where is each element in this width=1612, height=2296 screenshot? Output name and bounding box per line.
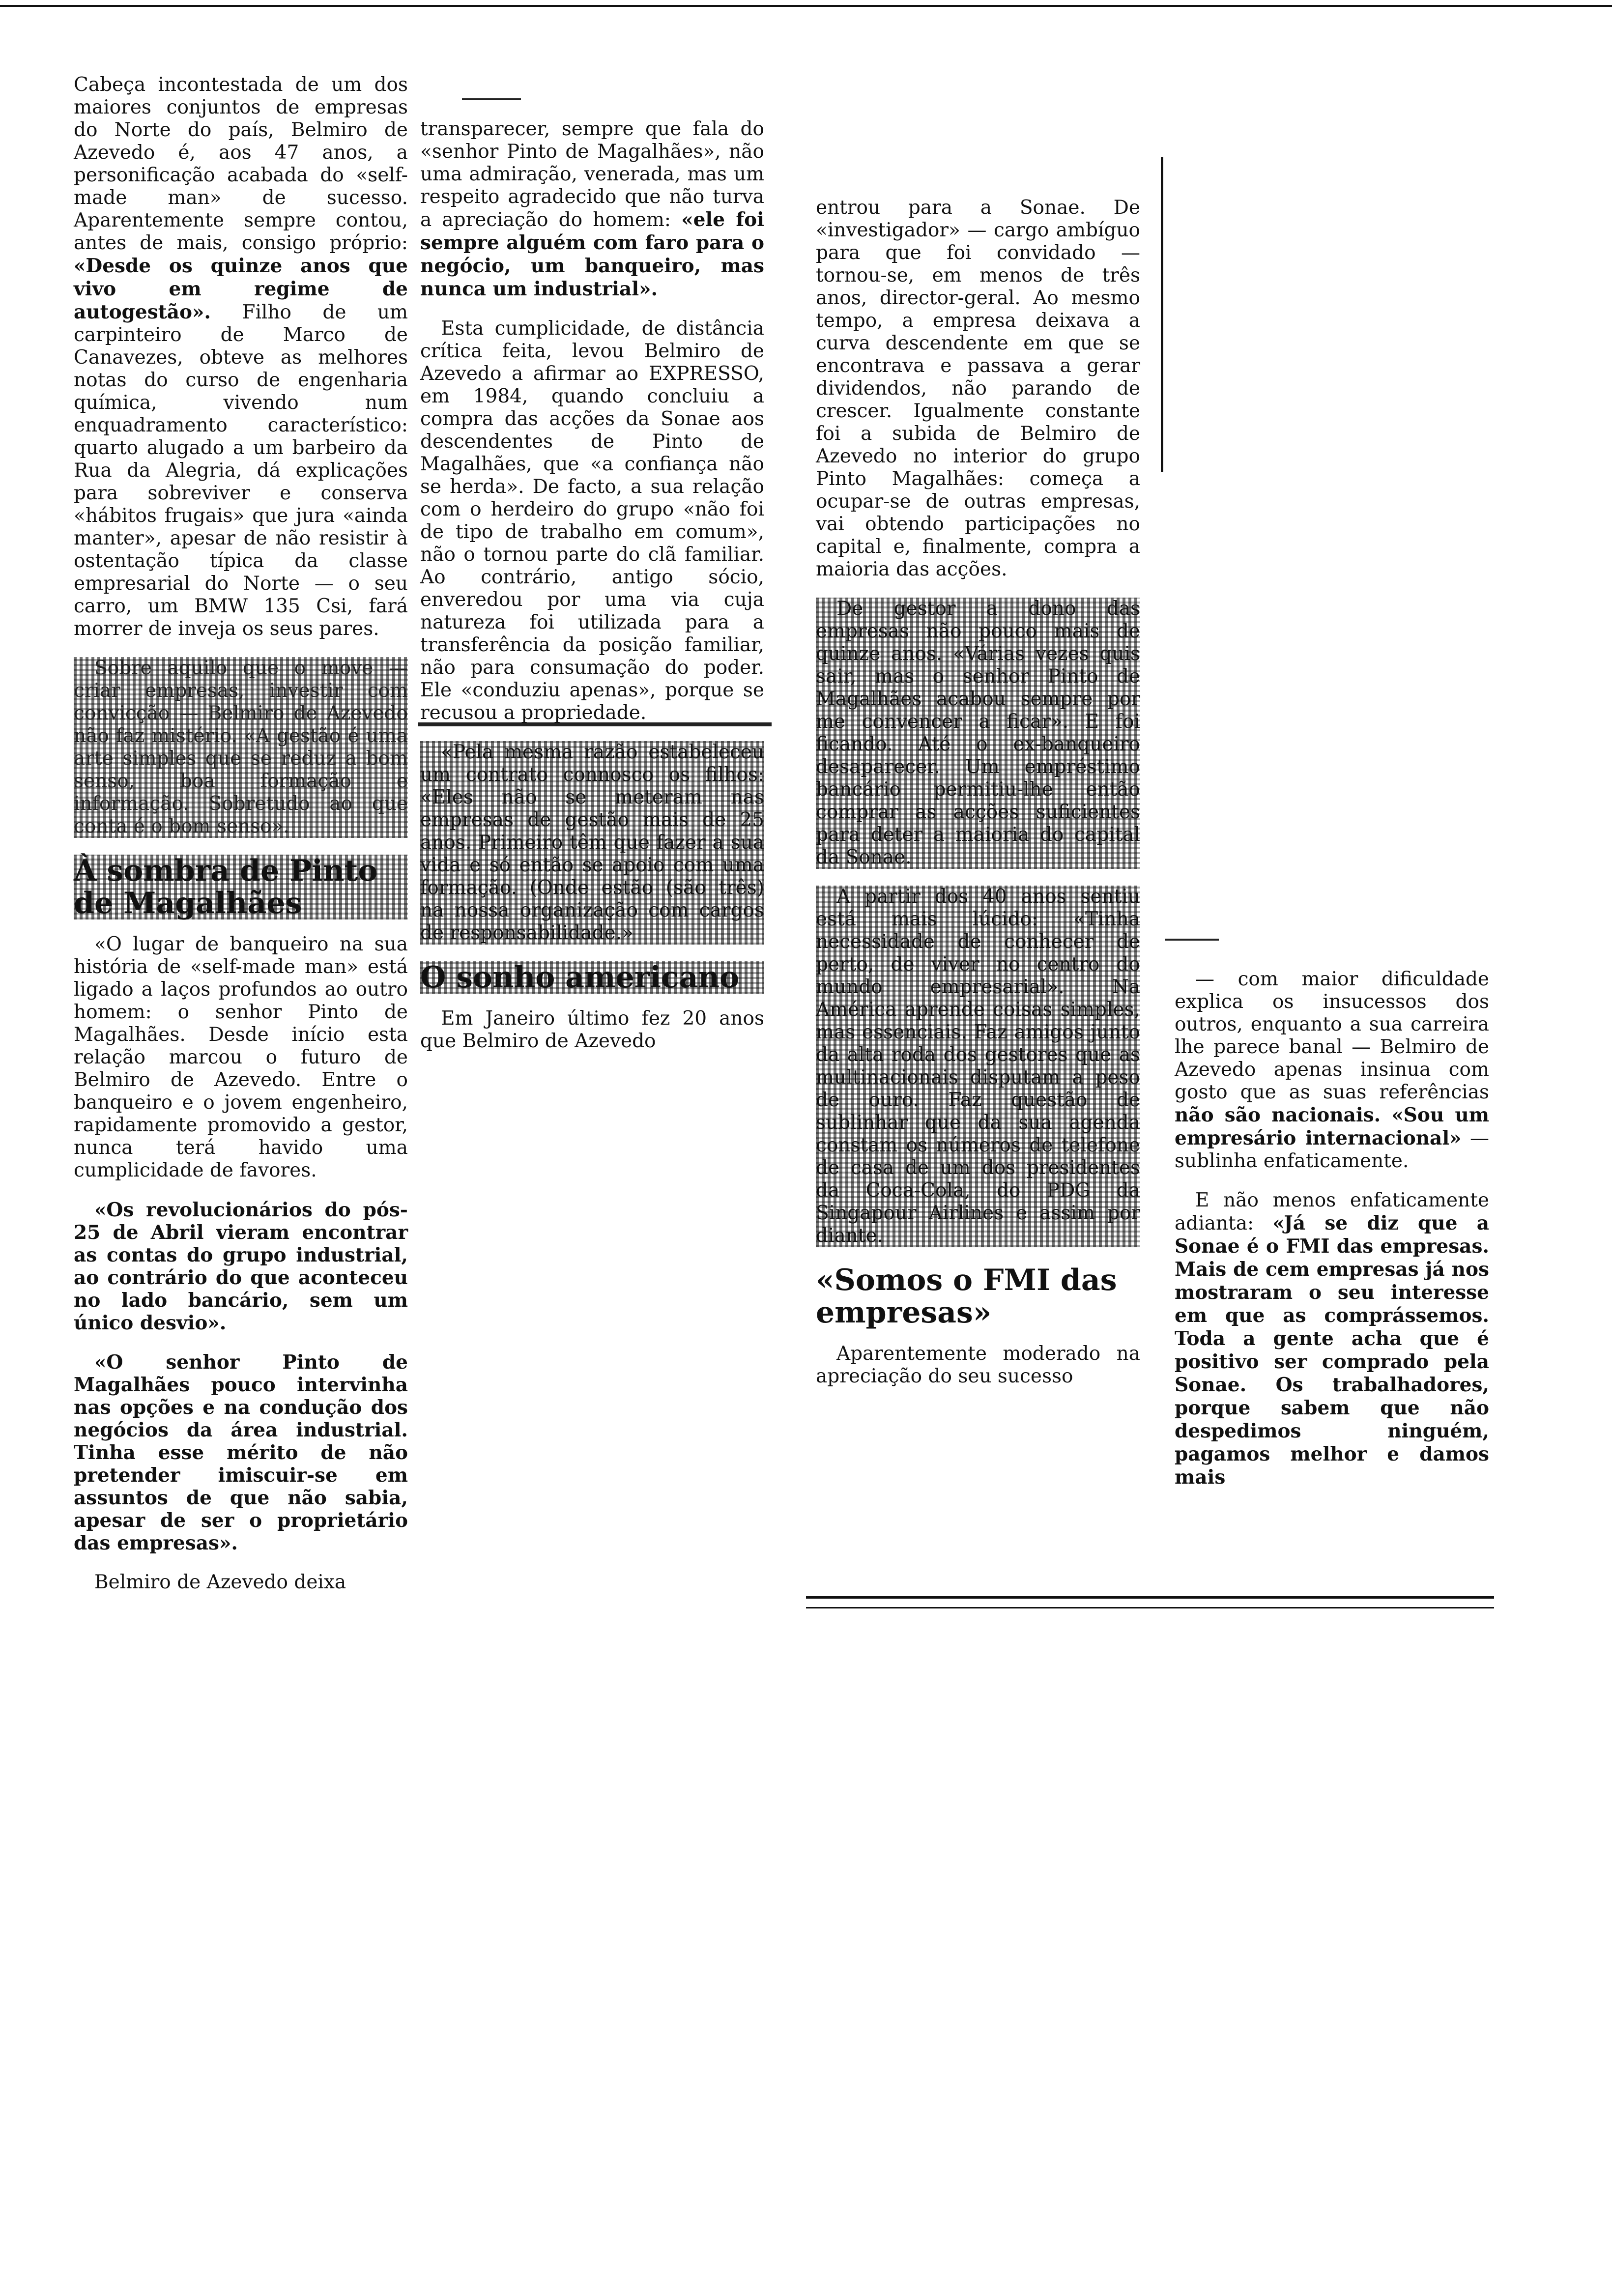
col4-tail: — sublinha enfaticamente. [1175, 1127, 1489, 1172]
col1-heading: À sombra de Pinto de Magalhães [74, 855, 408, 919]
article-column-2 [420, 118, 764, 1069]
col3-paragraph-4: Aparentemente moderado na apreciação do seu sucesso [816, 1343, 1140, 1387]
bottom-rule [806, 1596, 1494, 1599]
col4-bold: não são nacionais. «Sou um empresário internacional» [1175, 1104, 1489, 1149]
col4-paragraph-2: E não menos enfaticamente adianta: [1175, 1189, 1489, 1234]
col1-intro-tail: Filho de um carpinteiro de Marco de Canavezes, obteve as melhores notas do curso de engenharia química, vivendo num enquadramento característico: quarto alugado a um barbeiro da Rua da Alegria, dá explicações para sobreviver e conserva «hábitos frugais» que jura «ainda manter», apesar de não resistir à ostentação típica da classe empresarial do Norte — o seu carro, um BMW 135 Csi, fará morrer de inveja os seus pares. [74, 301, 408, 640]
col2-paragraph-4: Em Janeiro último fez 20 anos que Belmiro de Azevedo [420, 1007, 764, 1052]
col1-paragraph-6: Belmiro de Azevedo deixa [94, 1571, 346, 1593]
col2-paragraph-3: «Pela mesma razão estabeleceu um contrato connosco os filhos: «Eles não se meteram nas empresas de gestão mais de 25 anos. Primeiro têm que fazer a sua vida e só então se apoio com uma formação. (Onde estão (são três) na nossa organização com cargos de responsabilidade.» [420, 741, 764, 944]
col2-paragraph-2: Esta cumplicidade, de distância crítica feita, levou Belmiro de Azevedo a afirmar ao EXPRESSO, em 1984, quando concluiu a compra das acções da Sonae aos descendentes de Pinto de Magalhães, que «a confiança não se herda». De facto, a sua relação com o herdeiro do grupo «não foi de tipo de trabalho em comum», não o tornou parte do clã familiar. Ao contrário, antigo sócio, enveredou por uma via cuja natureza foi utilizada para a transferência da posição familiar, não para consumação do poder. Ele «conduziu apenas», porque se recusou a propriedade. [420, 317, 764, 724]
top-rule [0, 5, 1612, 7]
bottom-rule-2 [806, 1607, 1494, 1608]
col4-intro: — com maior dificuldade explica os insucessos dos outros, enquanto a sua carreira lhe parece banal — Belmiro de Azevedo apenas insinua com gosto que as suas referências [1175, 968, 1489, 1103]
col2-intro: transparecer, sempre que fala do «senhor Pinto de Magalhães», não uma admiração, venerada, mas um respeito agradecido que não turva a apreciação do homem: [420, 118, 764, 231]
col3-paragraph-3: A partir dos 40 anos sentiu está mais lúcido: «Tinha necessidade de conhecer de perto, de viver no centro do mundo empresarial». Na América aprende coisas simples, mas essenciais. Faz amigos junto da alta roda dos gestores que as multinacionais disputam a peso de ouro. Faz questão de sublinhar que da sua agenda constam os números de telefone de casa de um dos presidentes da Coca-Cola, do PDG da Singapour Airlines e assim por diante. [816, 886, 1140, 1247]
article-column-4 [1175, 968, 1489, 1506]
article-column-3 [816, 197, 1140, 1405]
col2-quote: «ele foi sempre alguém com faro para o negócio, um banqueiro, mas nunca um industrial». [420, 208, 765, 300]
col1-intro: Cabeça incontestada de um dos maiores conjuntos de empresas do Norte do país, Belmiro de Azevedo é, aos 47 anos, a personificação acabada do «self-made man» de sucesso. Aparentemente sempre contou, antes de mais, consigo próprio: [74, 74, 408, 254]
header-dash [462, 98, 521, 100]
col1-quote: «Desde os quinze anos que vivo em regime de autogestão». [74, 255, 408, 323]
col1-paragraph-3: «O lugar de banqueiro na sua história de «self-made man» está ligado a laços profundos ao outro homem: o senhor Pinto de Magalhães. Desde início esta relação marcou o futuro de Belmiro de Azevedo. Entre o banqueiro e o jovem engenheiro, rapidamente promovido a gestor, nunca terá havido uma cumplicidade de favores. [74, 933, 408, 1181]
col4-dash [1165, 939, 1219, 941]
article-column-1 [74, 74, 408, 1610]
col1-paragraph-5: «O senhor Pinto de Magalhães pouco intervinha nas opções e na condução dos negócios da área industrial. Tinha esse mérito de não pretender imiscuir-se em assuntos de que não sabia, apesar de ser o proprietário das empresas». [74, 1351, 408, 1554]
col3-paragraph-2: De gestor a dono das empresas não pouco mais de quinze anos. «Várias vezes quis sair, mas o senhor Pinto de Magalhães acabou sempre por me convencer a ficar». E foi ficando. Até o ex-banqueiro desaparecer. Um empréstimo bancário permitiu-lhe então comprar as acções suficientes para deter a maioria do capital da Sonae. [816, 598, 1140, 868]
col4-quote: «Já se diz que a Sonae é o FMI das empresas. Mais de cem empresas já nos mostraram o seu interesse em que as comprássemos. Toda a gente acha que é positivo ser comprado pela Sonae. Os trabalhadores, porque sabem que não despedimos ninguém, pagamos melhor e damos mais [1175, 1212, 1489, 1489]
col3-paragraph-1: entrou para a Sonae. De «investigador» — cargo ambíguo para que foi convidado — tornou-se, em menos de três anos, director-geral. Ao mesmo tempo, a empresa deixava a curva descendente em que se encontrava e passava a gerar dividendos, não parando de crescer. Igualmente constante foi a subida de Belmiro de Azevedo no interior do grupo Pinto Magalhães: começa a ocupar-se de outras empresas, vai obtendo participações no capital e, finalmente, compra a maioria das acções. [816, 197, 1140, 580]
col1-paragraph-2: Sobre aquilo que o move — criar empresas, investir com convicção — Belmiro de Azevedo não faz mistério. «A gestão é uma arte simples que se reduz a bom senso, boa formação e informação. Sobretudo ao que conta é o bom senso». [74, 657, 408, 837]
col3-heading: «Somos o FMI das empresas» [816, 1263, 1117, 1330]
col1-paragraph-4: «Os revolucionários do pós-25 de Abril vieram encontrar as contas do grupo industrial, ao contrário do que aconteceu no lado bancário, sem um único desvio». [74, 1199, 408, 1334]
column-divider [1161, 157, 1163, 472]
col2-heading: O sonho americano [420, 961, 764, 994]
